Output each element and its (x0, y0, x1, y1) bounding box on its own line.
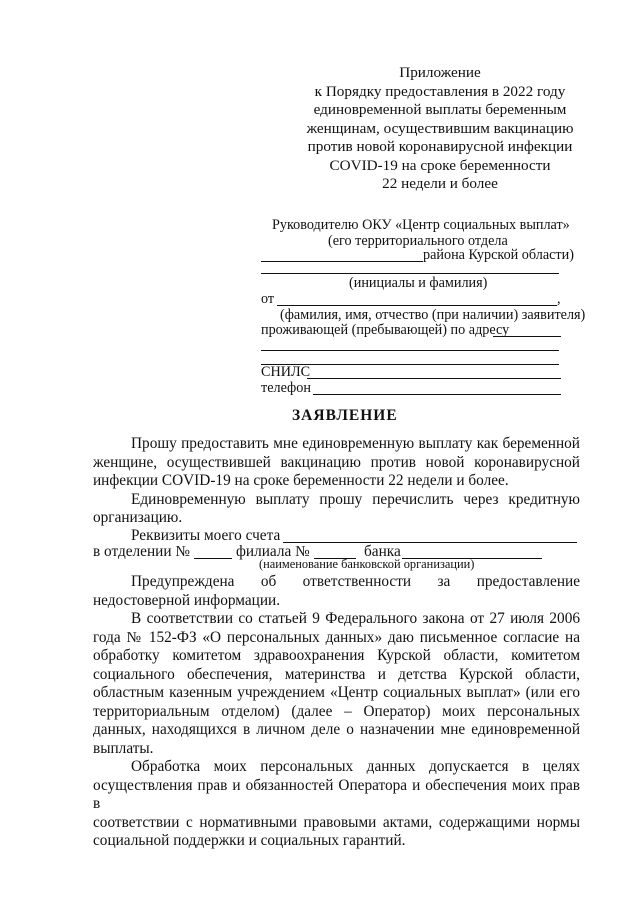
residence-label: проживающей (пребывающей) по адресу (261, 322, 510, 338)
p1-line-2: женщине, осуществившей вакцинацию против новой коронавирусной (93, 453, 580, 471)
district-field-line[interactable] (261, 261, 423, 262)
appendix-line: против новой коронавирусной инфекции (307, 138, 573, 155)
account-field-line[interactable] (283, 542, 577, 543)
addressee-dept: (его территориального отдела (328, 233, 508, 249)
appendix-header (300, 64, 580, 194)
p2-line-2: организацию. (93, 509, 183, 526)
appendix-line: Приложение (399, 64, 481, 81)
p4-line-6: территориальным отделом) (далее – Оператор) моих персональных (93, 702, 580, 720)
p4-line-7: данных, находящихся в личном деле о назначении мне единовременной (93, 721, 580, 738)
p3-line-1: Предупреждена об ответственности за предоставление (131, 573, 580, 590)
appendix-line: COVID-19 на сроке беременности (329, 156, 551, 174)
addressee-head: Руководителю ОКУ «Центр социальных выплат» (272, 217, 570, 233)
head-name-field-line[interactable] (261, 273, 559, 274)
fio-caption: (фамилия, имя, отчество (при наличии) заявителя) (280, 307, 586, 323)
p4-line-1: В соответствии со статьей 9 Федерального закона от 27 июля 2006 (131, 610, 580, 627)
appendix-line: к Порядку предоставления в 2022 году (314, 82, 566, 100)
phone-field-line[interactable] (313, 394, 561, 395)
p4-line-5: областным казенным учреждением «Центр социальных выплат» (или его (93, 684, 580, 701)
snils-label: СНИЛС (261, 364, 311, 380)
filial-label: филиала № (236, 543, 310, 560)
address-field-line-1[interactable] (493, 336, 561, 337)
appendix-line: 22 недели и более (382, 175, 498, 192)
branch-prefix: в отделении № (93, 543, 190, 560)
bank-label: банка (364, 543, 401, 560)
p5-line-4: социальной поддержки и социальных гарантий. (93, 832, 406, 849)
appendix-line: единовременной выплаты беременным (313, 101, 567, 118)
from-comma: , (557, 291, 561, 307)
account-label: Реквизиты моего счета (131, 527, 281, 544)
p2-line-1: Единовременную выплату прошу перечислить через кредитную (131, 490, 580, 508)
p3-line-2: недостоверной информации. (93, 591, 281, 609)
from-label: от (261, 291, 275, 307)
p4-line-4: социального обеспечения, материнства и детства Курской области, (93, 665, 580, 683)
p5-line-1: Обработка моих персональных данных допускается в целях (131, 758, 580, 775)
initials-caption: (инициалы и фамилия) (349, 275, 488, 291)
p5-line-3: соответствии с нормативными правовыми актами, содержащими нормы (93, 813, 580, 831)
snils-field-line[interactable] (307, 378, 561, 379)
branch-number-field-line[interactable] (194, 558, 232, 559)
appendix-line: женщинам, осуществившим вакцинацию (306, 119, 574, 137)
p4-line-2: года № 152-ФЗ «О персональных данных» даю письменное согласие на (93, 628, 580, 646)
p4-line-8: выплаты. (93, 739, 154, 757)
phone-label: телефон (261, 380, 311, 396)
bank-caption: (наименование банковской организации) (259, 557, 475, 571)
p4-line-3: обработку комитетом здравоохранения Курской области, комитетом (93, 647, 580, 664)
p1-line-1: Прошу предоставить мне единовременную выплату как беременной (131, 435, 580, 452)
p5-line-2: осуществления прав и обязанностей Оператора и обеспечения моих прав в (93, 776, 580, 812)
applicant-fio-field-line[interactable] (277, 305, 557, 306)
p1-line-3: инфекции COVID-19 на сроке беременности 22 недели и более. (93, 472, 509, 489)
document-title: ЗАЯВЛЕНИЕ (292, 407, 398, 424)
address-field-line-2[interactable] (261, 350, 559, 351)
addressee-district: района Курской области) (423, 247, 574, 263)
